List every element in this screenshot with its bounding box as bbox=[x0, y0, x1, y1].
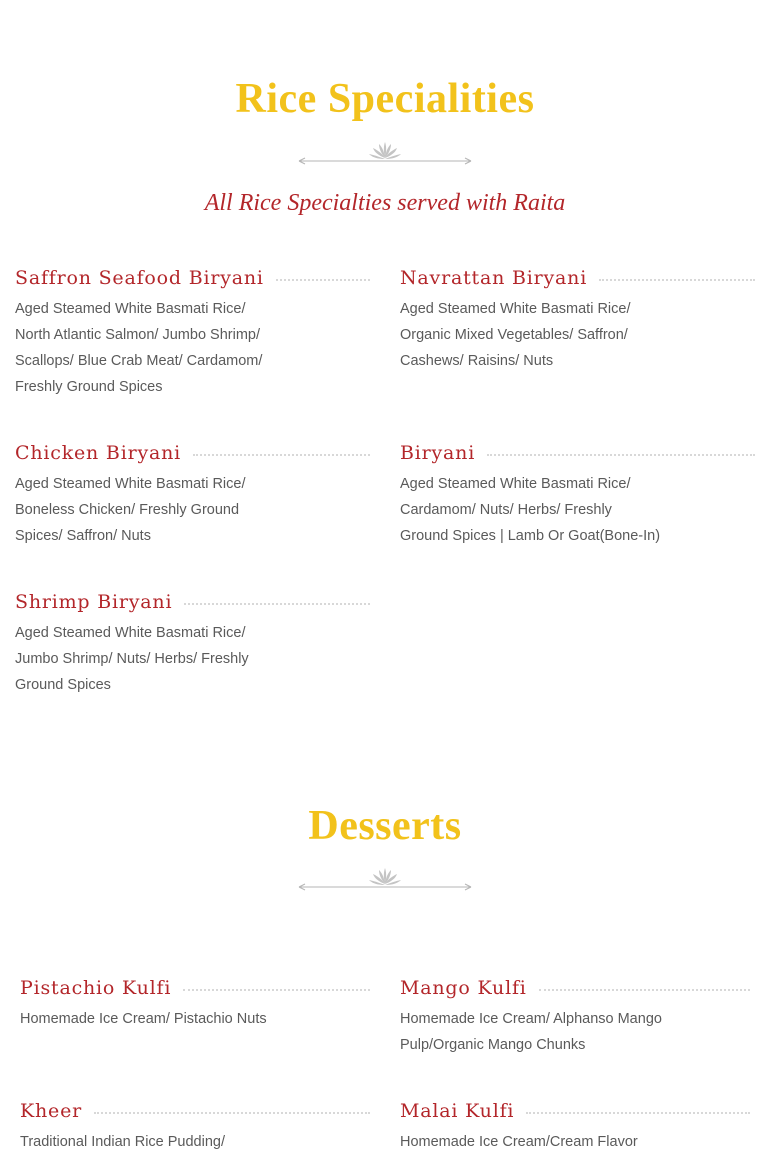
menu-item bbox=[400, 266, 755, 374]
item-description: Aged Steamed White Basmati Rice/ Cardamom/ Nuts/ Herbs/ Freshly Ground Spices | Lamb Or Goat(Bone-In) bbox=[400, 476, 661, 544]
menu-item bbox=[15, 441, 370, 549]
item-name: Chicken Biryani bbox=[15, 442, 182, 464]
item-name: Mango Kulfi bbox=[400, 977, 527, 999]
desserts-section-title: Desserts bbox=[308, 803, 462, 849]
menu-item bbox=[15, 590, 370, 698]
item-description: Aged Steamed White Basmati Rice/ Jumbo Shrimp/ Nuts/ Herbs/ Freshly Ground Spices bbox=[15, 625, 249, 693]
dotted-leader bbox=[193, 454, 370, 456]
dotted-leader bbox=[487, 454, 755, 456]
dotted-leader bbox=[184, 603, 370, 605]
dotted-leader bbox=[276, 279, 370, 281]
item-name: Shrimp Biryani bbox=[15, 591, 173, 613]
item-name: Navrattan Biryani bbox=[400, 267, 588, 289]
item-name: Pistachio Kulfi bbox=[20, 977, 172, 999]
item-description: Traditional Indian Rice Pudding/ bbox=[20, 1134, 226, 1150]
dotted-leader bbox=[94, 1112, 370, 1114]
menu-item bbox=[400, 976, 750, 1058]
dotted-leader bbox=[183, 989, 370, 991]
dotted-leader bbox=[599, 279, 755, 281]
item-description: Aged Steamed White Basmati Rice/ Boneless Chicken/ Freshly Ground Spices/ Saffron/ Nuts bbox=[15, 476, 246, 544]
item-description: Aged Steamed White Basmati Rice/ North Atlantic Salmon/ Jumbo Shrimp/ Scallops/ Blue Crab Meat/ Cardamom/ Freshly Ground Spices bbox=[15, 301, 263, 395]
item-description: Homemade Ice Cream/ Pistachio Nuts bbox=[20, 1011, 267, 1027]
lotus-divider-icon bbox=[297, 866, 473, 892]
menu-item bbox=[15, 266, 370, 400]
lotus-divider-icon bbox=[297, 140, 473, 166]
menu-item bbox=[400, 441, 755, 549]
item-description: Aged Steamed White Basmati Rice/ Organic Mixed Vegetables/ Saffron/ Cashews/ Raisins/ Nuts bbox=[400, 301, 631, 369]
rice-subtitle: All Rice Specialties served with Raita bbox=[204, 190, 566, 216]
rice-section-title: Rice Specialities bbox=[235, 76, 535, 122]
item-name: Malai Kulfi bbox=[400, 1100, 515, 1122]
item-name: Biryani bbox=[400, 442, 476, 464]
item-name: Kheer bbox=[20, 1100, 83, 1122]
item-name: Saffron Seafood Biryani bbox=[15, 267, 264, 289]
item-description: Homemade Ice Cream/Cream Flavor bbox=[400, 1134, 638, 1150]
item-description: Homemade Ice Cream/ Alphanso Mango Pulp/Organic Mango Chunks bbox=[400, 1011, 662, 1053]
dotted-leader bbox=[526, 1112, 750, 1114]
menu-item bbox=[20, 976, 370, 1032]
dotted-leader bbox=[539, 989, 750, 991]
